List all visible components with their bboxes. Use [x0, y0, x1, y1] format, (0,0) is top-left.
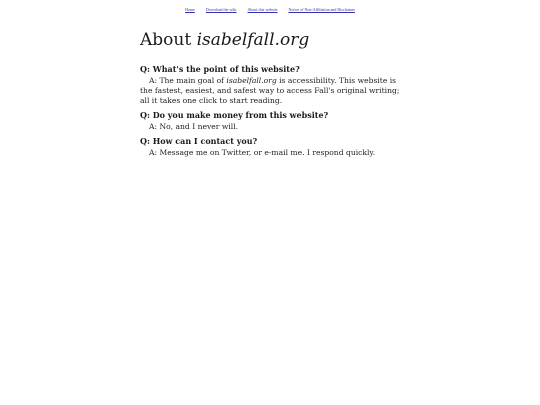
faq-question-purpose: Q: What's the point of this website? [140, 64, 300, 74]
nav-link-disclaimer[interactable]: Notice of Non-Affiliation and Disclaimer [288, 7, 355, 12]
nav-link-about[interactable]: About this website [247, 7, 278, 12]
faq-question-money: Q: Do you make money from this website? [140, 110, 329, 120]
faq-answer-purpose-suffix: is accessibility. This website is the fastest, easiest, and safest way to access Fall's original writing; all it takes one click to start reading. [140, 76, 400, 105]
faq-question-contact: Q: How can I contact you? [140, 136, 258, 146]
nav-link-download-wiki[interactable]: Download the wiki [205, 7, 237, 12]
faq-answer-purpose [140, 76, 402, 106]
faq-answer-money: A: No, and I never will. [149, 122, 239, 131]
page-title-site: isabelfall.org [196, 30, 310, 50]
main-content [140, 28, 402, 158]
page-title [140, 28, 402, 52]
nav-link-home[interactable]: Home [185, 7, 195, 12]
faq-answer-contact: A: Message me on Twitter, or e-mail me. I respond quickly. [149, 148, 376, 157]
page-title-prefix: About [140, 30, 197, 50]
top-navigation [0, 7, 540, 12]
faq-answer-purpose-prefix: A: The main goal of [149, 76, 227, 85]
faq-answer-purpose-site: isabelfall.org [226, 76, 277, 85]
